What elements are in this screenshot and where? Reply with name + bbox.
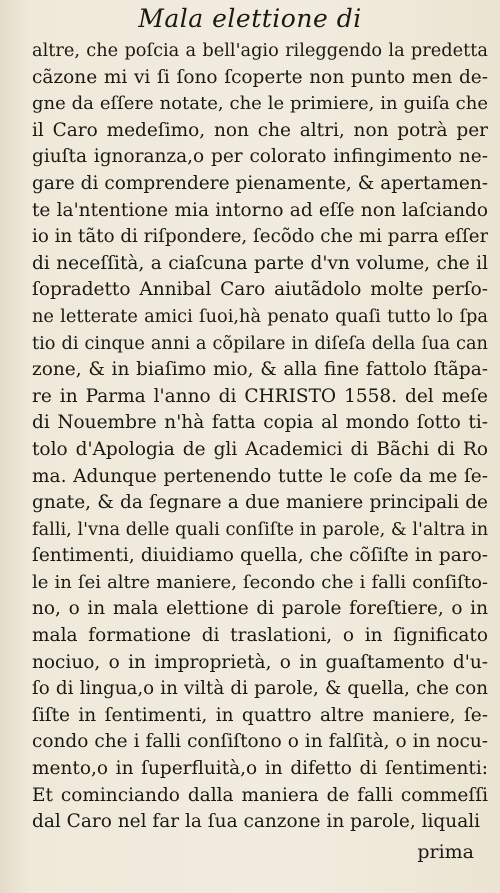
text-line: di Nouembre n'hà fatta copia al mondo ſotto ti- xyxy=(32,412,488,434)
text-line: no, o in mala elettione di parole foreſtiere, o in xyxy=(32,598,488,620)
text-line: cãzone mi vi ſi ſono ſcoperte non punto men de- xyxy=(32,66,488,88)
text-line: falli, l'vna delle quali conſiſte in parole, & l'altra in xyxy=(32,519,488,540)
text-line: ſiſte in ſentimenti, in quattro altre maniere, ſe- xyxy=(32,704,488,726)
text-line: le in ſei altre maniere, ſecondo che i falli conſiſto- xyxy=(32,571,488,593)
text-line: mento,o in ſuperfluità,o in difetto di ſentimenti: xyxy=(32,758,488,780)
text-line: ſopradetto Annibal Caro aiutãdolo molte perſo- xyxy=(32,279,488,301)
text-line: te la'ntentione mia intorno ad eſſe non laſciando xyxy=(32,199,488,221)
text-line: io in tãto di riſpondere, ſecõdo che mi parra eſſer xyxy=(32,226,488,248)
text-line: tio di cinque anni a cõpilare in diſeſa della ſua can xyxy=(32,333,488,354)
running-head: Mala elettione di xyxy=(138,4,362,33)
catchword: prima xyxy=(417,841,474,863)
text-line: gnate, & da ſegnare a due maniere principali de xyxy=(32,492,488,514)
text-line: giuſta ignoranza,o per colorato infingimento ne- xyxy=(32,146,488,168)
text-line: gne da eſſere notate, che le primiere, in guiſa che xyxy=(32,93,488,115)
text-line: di neceſſità, a ciaſcuna parte d'vn volume, che il xyxy=(32,252,488,274)
text-line: mala formatione di traslationi, o in ſignificato xyxy=(32,625,488,647)
text-line: tolo d'Apologia de gli Academici di Bãchi di Ro xyxy=(32,438,488,460)
text-line: dal Caro nel far la ſua canzone in parole, liquali xyxy=(32,811,481,833)
text-line: condo che i falli conſiſtono o in falſità, o in nocu- xyxy=(32,731,488,753)
text-line: il Caro medeſimo, non che altri, non potrà per xyxy=(32,119,488,141)
text-line: ſo di lingua,o in viltà di parole, & quella, che con xyxy=(32,678,488,700)
body-text xyxy=(32,38,488,836)
text-line: altre, che poſcia a bell'agio rileggendo la predetta xyxy=(32,41,488,61)
text-line: re in Parma l'anno di CHRISTO 1558. del meſe xyxy=(32,385,488,407)
text-line: Et cominciando dalla maniera de falli commeſſi xyxy=(32,784,488,806)
text-line: nociuo, o in improprietà, o in guaſtamento d'u- xyxy=(32,651,488,673)
text-line: zone, & in biaſimo mio, & alla fine fattolo ſtãpa- xyxy=(32,359,488,381)
text-line: ma. Adunque pertenendo tutte le coſe da me ſe- xyxy=(32,465,488,487)
text-line: ſentimenti, diuidiamo quella, che cõſiſte in paro- xyxy=(32,545,488,567)
text-line: gare di comprendere pienamente, & apertamen- xyxy=(32,172,488,194)
text-line: ne letterate amici ſuoi,hà penato quaſi tutto lo ſpa xyxy=(32,306,488,327)
